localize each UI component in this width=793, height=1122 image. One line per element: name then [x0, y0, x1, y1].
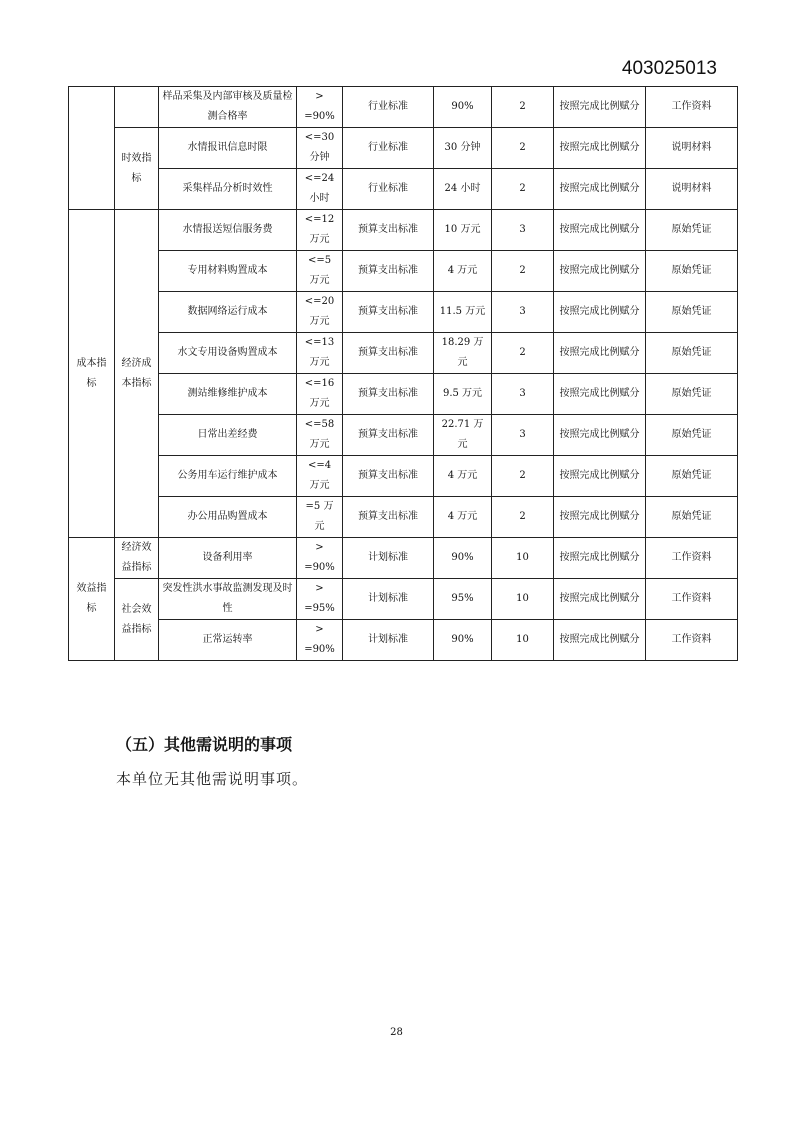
indicator-cell: 设备利用率	[159, 538, 297, 579]
subcategory-cell: 经济成本指标	[115, 210, 159, 538]
evidence-cell: 原始凭证	[646, 210, 738, 251]
indicator-cell: 公务用车运行维护成本	[159, 456, 297, 497]
standard-cell: 预算支出标准	[343, 210, 434, 251]
target-amount: =90%	[304, 562, 335, 573]
target-operator: >	[315, 542, 324, 553]
value-cell: 18.29 万元	[434, 333, 492, 374]
evidence-cell: 原始凭证	[646, 374, 738, 415]
target-cell	[297, 210, 343, 251]
weight-cell: 10	[492, 620, 554, 661]
method-cell: 按照完成比例赋分	[554, 374, 646, 415]
table-row	[69, 210, 738, 251]
table-row	[69, 497, 738, 538]
target-cell	[297, 292, 343, 333]
target-cell	[297, 251, 343, 292]
subcategory-cell: 经济效益指标	[115, 538, 159, 579]
target-amount: 万元	[309, 398, 330, 409]
weight-cell: 2	[492, 128, 554, 169]
target-amount: 万元	[309, 234, 330, 245]
weight-cell: 2	[492, 456, 554, 497]
evidence-cell: 原始凭证	[646, 251, 738, 292]
table-row	[69, 374, 738, 415]
value-cell: 95%	[434, 579, 492, 620]
value-cell: 24 小时	[434, 169, 492, 210]
document-code: 403025013	[621, 58, 717, 79]
target-amount: =95%	[304, 603, 335, 614]
value-cell: 4 万元	[434, 456, 492, 497]
section-heading: （五）其他需说明的事项	[116, 735, 293, 754]
standard-cell: 行业标准	[343, 87, 434, 128]
table-row	[69, 87, 738, 128]
standard-cell: 预算支出标准	[343, 415, 434, 456]
standard-cell: 计划标准	[343, 620, 434, 661]
target-cell	[297, 579, 343, 620]
method-cell: 按照完成比例赋分	[554, 87, 646, 128]
table-row	[69, 128, 738, 169]
evidence-cell: 工作资料	[646, 538, 738, 579]
target-amount: 万元	[309, 275, 330, 286]
standard-cell: 预算支出标准	[343, 333, 434, 374]
indicator-cell: 数据网络运行成本	[159, 292, 297, 333]
table-row	[69, 538, 738, 579]
target-cell	[297, 415, 343, 456]
value-cell: 90%	[434, 538, 492, 579]
value-cell: 22.71 万元	[434, 415, 492, 456]
table-row	[69, 620, 738, 661]
target-operator: >	[315, 624, 324, 635]
target-cell	[297, 538, 343, 579]
standard-cell: 行业标准	[343, 169, 434, 210]
target-operator: =5 万	[305, 501, 334, 512]
standard-cell: 预算支出标准	[343, 374, 434, 415]
indicator-cell: 水情报讯信息时限	[159, 128, 297, 169]
value-cell: 10 万元	[434, 210, 492, 251]
target-operator: <=30	[304, 132, 335, 143]
method-cell: 按照完成比例赋分	[554, 292, 646, 333]
target-amount: 小时	[309, 193, 330, 204]
weight-cell: 3	[492, 374, 554, 415]
target-cell	[297, 374, 343, 415]
standard-cell: 行业标准	[343, 128, 434, 169]
target-operator: <=24	[304, 173, 335, 184]
target-operator: >	[315, 583, 324, 594]
method-cell: 按照完成比例赋分	[554, 415, 646, 456]
standard-cell: 预算支出标准	[343, 251, 434, 292]
method-cell: 按照完成比例赋分	[554, 497, 646, 538]
value-cell: 4 万元	[434, 251, 492, 292]
category-cell: 效益指标	[69, 538, 115, 661]
evidence-cell: 工作资料	[646, 87, 738, 128]
target-cell	[297, 456, 343, 497]
target-operator: <=16	[304, 378, 335, 389]
method-cell: 按照完成比例赋分	[554, 538, 646, 579]
evidence-cell: 原始凭证	[646, 415, 738, 456]
target-operator: <=5	[307, 255, 332, 266]
indicator-cell: 专用材料购置成本	[159, 251, 297, 292]
target-amount: 万元	[309, 439, 330, 450]
target-operator: >	[315, 91, 324, 102]
target-cell	[297, 333, 343, 374]
target-cell	[297, 128, 343, 169]
target-operator: <=20	[304, 296, 335, 307]
method-cell: 按照完成比例赋分	[554, 169, 646, 210]
indicator-cell: 采集样品分析时效性	[159, 169, 297, 210]
target-amount: =90%	[304, 111, 335, 122]
weight-cell: 2	[492, 87, 554, 128]
table-row	[69, 169, 738, 210]
value-cell: 4 万元	[434, 497, 492, 538]
weight-cell: 2	[492, 169, 554, 210]
indicator-cell: 正常运转率	[159, 620, 297, 661]
table-row	[69, 579, 738, 620]
weight-cell: 10	[492, 538, 554, 579]
evidence-cell: 原始凭证	[646, 456, 738, 497]
evidence-cell: 工作资料	[646, 620, 738, 661]
evidence-cell: 原始凭证	[646, 333, 738, 374]
value-cell: 11.5 万元	[434, 292, 492, 333]
standard-cell: 预算支出标准	[343, 456, 434, 497]
target-amount: =90%	[304, 644, 335, 655]
table-row	[69, 456, 738, 497]
method-cell: 按照完成比例赋分	[554, 251, 646, 292]
section-body: 本单位无其他需说明事项。	[116, 770, 309, 788]
page-number: 28	[390, 1027, 403, 1038]
subcategory-cell: 社会效益指标	[115, 579, 159, 661]
target-operator: <=58	[304, 419, 335, 430]
weight-cell: 2	[492, 333, 554, 374]
weight-cell: 3	[492, 415, 554, 456]
method-cell: 按照完成比例赋分	[554, 128, 646, 169]
standard-cell: 计划标准	[343, 579, 434, 620]
target-operator: <=13	[304, 337, 335, 348]
target-operator: <=4	[307, 460, 332, 471]
indicator-cell: 样品采集及内部审核及质量检测合格率	[159, 87, 297, 128]
method-cell: 按照完成比例赋分	[554, 620, 646, 661]
indicator-cell: 测站维修维护成本	[159, 374, 297, 415]
target-cell	[297, 620, 343, 661]
performance-indicator-table	[68, 86, 738, 661]
value-cell: 9.5 万元	[434, 374, 492, 415]
indicator-cell: 水文专用设备购置成本	[159, 333, 297, 374]
value-cell: 90%	[434, 620, 492, 661]
indicator-cell: 水情报送短信服务费	[159, 210, 297, 251]
category-cell	[69, 87, 115, 210]
target-amount: 元	[314, 521, 325, 532]
target-amount: 万元	[309, 480, 330, 491]
indicator-cell: 突发性洪水事故监测发现及时性	[159, 579, 297, 620]
method-cell: 按照完成比例赋分	[554, 333, 646, 374]
value-cell: 90%	[434, 87, 492, 128]
weight-cell: 2	[492, 497, 554, 538]
standard-cell: 预算支出标准	[343, 292, 434, 333]
evidence-cell: 原始凭证	[646, 292, 738, 333]
table-row	[69, 251, 738, 292]
target-amount: 万元	[309, 357, 330, 368]
standard-cell: 预算支出标准	[343, 497, 434, 538]
standard-cell: 计划标准	[343, 538, 434, 579]
target-amount: 分钟	[309, 152, 330, 163]
weight-cell: 10	[492, 579, 554, 620]
table-body	[69, 87, 738, 661]
weight-cell: 3	[492, 292, 554, 333]
category-cell: 成本指标	[69, 210, 115, 538]
weight-cell: 3	[492, 210, 554, 251]
method-cell: 按照完成比例赋分	[554, 456, 646, 497]
indicator-cell: 办公用品购置成本	[159, 497, 297, 538]
indicator-cell: 日常出差经费	[159, 415, 297, 456]
evidence-cell: 原始凭证	[646, 497, 738, 538]
method-cell: 按照完成比例赋分	[554, 579, 646, 620]
evidence-cell: 说明材料	[646, 169, 738, 210]
weight-cell: 2	[492, 251, 554, 292]
evidence-cell: 工作资料	[646, 579, 738, 620]
target-cell	[297, 169, 343, 210]
target-operator: <=12	[304, 214, 335, 225]
value-cell: 30 分钟	[434, 128, 492, 169]
evidence-cell: 说明材料	[646, 128, 738, 169]
target-cell	[297, 87, 343, 128]
table-row	[69, 415, 738, 456]
target-amount: 万元	[309, 316, 330, 327]
subcategory-cell: 时效指标	[115, 128, 159, 210]
target-cell	[297, 497, 343, 538]
table-row	[69, 333, 738, 374]
table-row	[69, 292, 738, 333]
subcategory-cell	[115, 87, 159, 128]
method-cell: 按照完成比例赋分	[554, 210, 646, 251]
